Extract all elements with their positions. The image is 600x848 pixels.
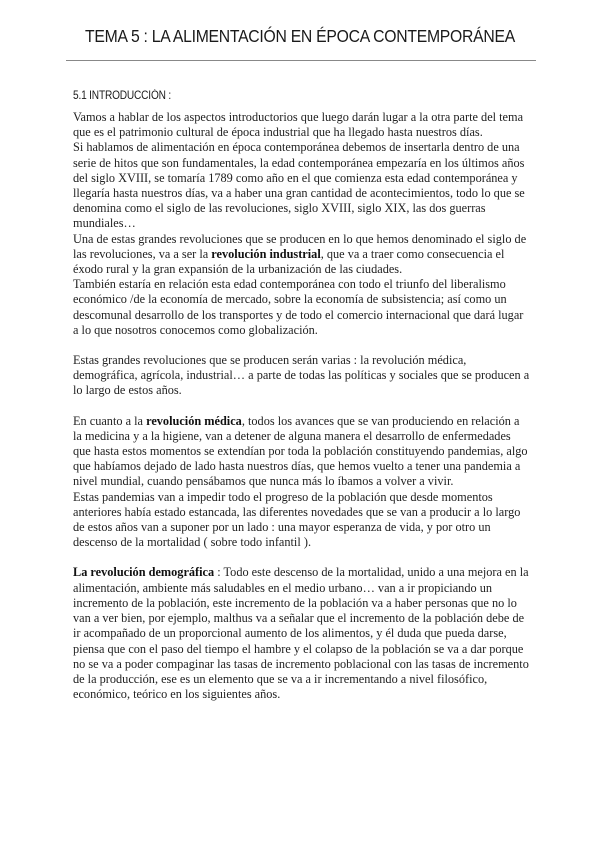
paragraph-demographic-revolution [73,565,531,702]
page-title: TEMA 5 : LA ALIMENTACIÓN EN ÉPOCA CONTEMPORÁNEA [85,26,515,46]
paragraph-gap [73,399,531,414]
text-run: , que va a traer como consecuencia el éxodo rural y la gran expansión de la urbanización de las ciudades. [73,246,505,277]
paragraph-medical-revolution [73,414,531,490]
paragraph-contemporary-age: Si hablamos de alimentación en época contemporánea debemos de insertarla dentro de una serie de hitos que son fundamentales, la edad contemporánea empezaría en los últimos años del siglo XVIII, se tomaría 1789 como año en el que comienza esta edad contemporánea y llegaría hasta nuestros días, va a haber una gran cantidad de acontecimientos, todo lo que se denomina como el siglo de las revoluciones, siglo XVIII, siglo XIX, las dos guerras mundiales… [73,140,525,231]
paragraph-pandemics: Estas pandemias van a impedir todo el progreso de la población que desde momentos anteriores había estado estancada, las diferentes novedades que se van a producir a lo largo de estos años van a suponer por un lado : una mayor esperanza de vida, y por otro un descenso de la mortalidad ( sobre todo infantil ). [73,489,521,550]
section-heading: 5.1 INTRODUCCIÓN : [73,90,172,102]
paragraph-revolutions-list: Estas grandes revoluciones que se producen serán varias : la revolución médica, demográfica, agrícola, industrial… a parte de todas las políticas y sociales que se producen a lo largo de estos años. [73,353,530,398]
bold-term-demographic-revolution: La revolución demográfica [73,565,215,580]
paragraph-gap [73,338,531,353]
title-underline [66,60,536,61]
paragraph-industrial-revolution [73,232,531,278]
paragraph-liberalism: También estaría en relación esta edad contemporánea con todo el triunfo del liberalismo económico /de la economía de mercado, sobre la economía de subsistencia; así como un descomunal desarrollo de los transportes y de todo el comercio internacional que dará lugar a lo que nosotros conocemos como globalización. [73,277,524,337]
text-run: Una de estas grandes revoluciones que se producen en lo que hemos denominado el siglo de las revoluciones, va a ser la [73,231,527,261]
text-run: En cuanto a la [73,413,147,428]
bold-term-industrial-revolution: revolución industrial [211,246,321,261]
bold-term-medical-revolution: revolución médica [146,413,242,428]
paragraph-gap [73,550,531,565]
text-run: , todos los avances que se van produciendo en relación a la medicina y a la higiene, van a detener de alguna manera el desarrollo de enfermedades que hasta estos momentos se extendían por toda la población constituyendo pandemias, algo que habíamos dejado de lado hasta nuestros días, que hemos vuelto a tener una pandemia a nivel mundial, cuando pensábamos que nunca más lo íbamos a volver a vivir. [73,413,528,489]
text-run: : Todo este descenso de la mortalidad, unido a una mejora en la alimentación, ambiente más saludables en el medio urbano… van a ir propiciando un incremento de la población, este incremento de la población va a haber personas que no lo van a ver bien, por ejemplo, malthus va a señalar que el incremento de la población debe de ir acompañado de un proporcional aumento de los alimentos, y él duda que pueda darse, piensa que con el paso del tiempo el hambre y el colapso de la población se va a dar porque no se va a poder compaginar las tasas de incremento poblacional con las tasas de incremento de la producción, ese es un elemento que se va a ir incrementando a nivel filosófico, económico, teórico en los siguientes años. [73,565,529,702]
paragraph-intro: Vamos a hablar de los aspectos introductorios que luego darán lugar a la otra parte del tema que es el patrimonio cultural de época industrial que ha llegado hasta nuestros días. [73,110,524,140]
body-text [73,110,531,702]
